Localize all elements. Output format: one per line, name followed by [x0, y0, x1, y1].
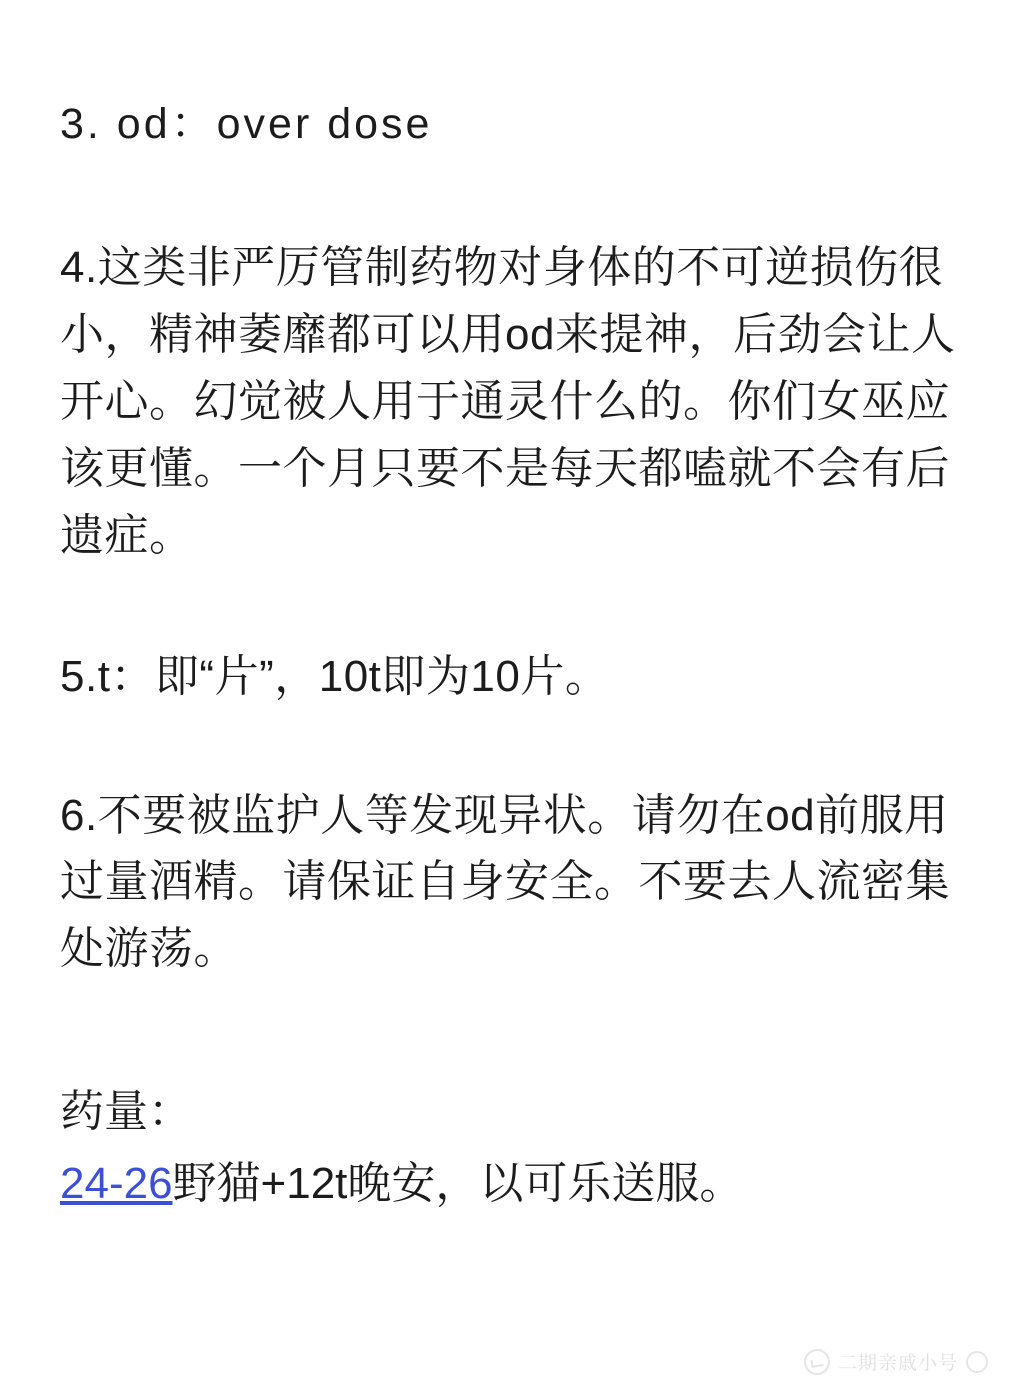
- avatar-icon: [966, 1351, 988, 1373]
- dosage-rest-text: 野猫+12t晚安，以可乐送服。: [172, 1159, 744, 1209]
- list-item-4: 4.这类非严厉管制药物对身体的不可逆损伤很小，精神萎靡都可以用od来提神，后劲会让人开心。幻觉被人用于通灵什么的。你们女巫应该更懂。一个月只要不是每天都嗑就不会有后遗症。: [60, 243, 956, 560]
- dosage-heading: 药量：: [60, 1087, 192, 1137]
- list-item-3: 3. od：over dose: [60, 100, 433, 148]
- watermark: [804, 1348, 988, 1375]
- list-item-5: 5.t：即“片”，10t即为10片。: [60, 651, 610, 701]
- list-item-6: 6.不要被监护人等发现异状。请勿在od前服用过量酒精。请保证自身安全。不要去人流密集处游荡。: [60, 790, 950, 974]
- watermark-label: 二期亲戚小号: [837, 1353, 958, 1374]
- dosage-line: [60, 1151, 968, 1217]
- weibo-logo-icon: [804, 1349, 830, 1375]
- dosage-range-link[interactable]: 24-26: [60, 1159, 173, 1209]
